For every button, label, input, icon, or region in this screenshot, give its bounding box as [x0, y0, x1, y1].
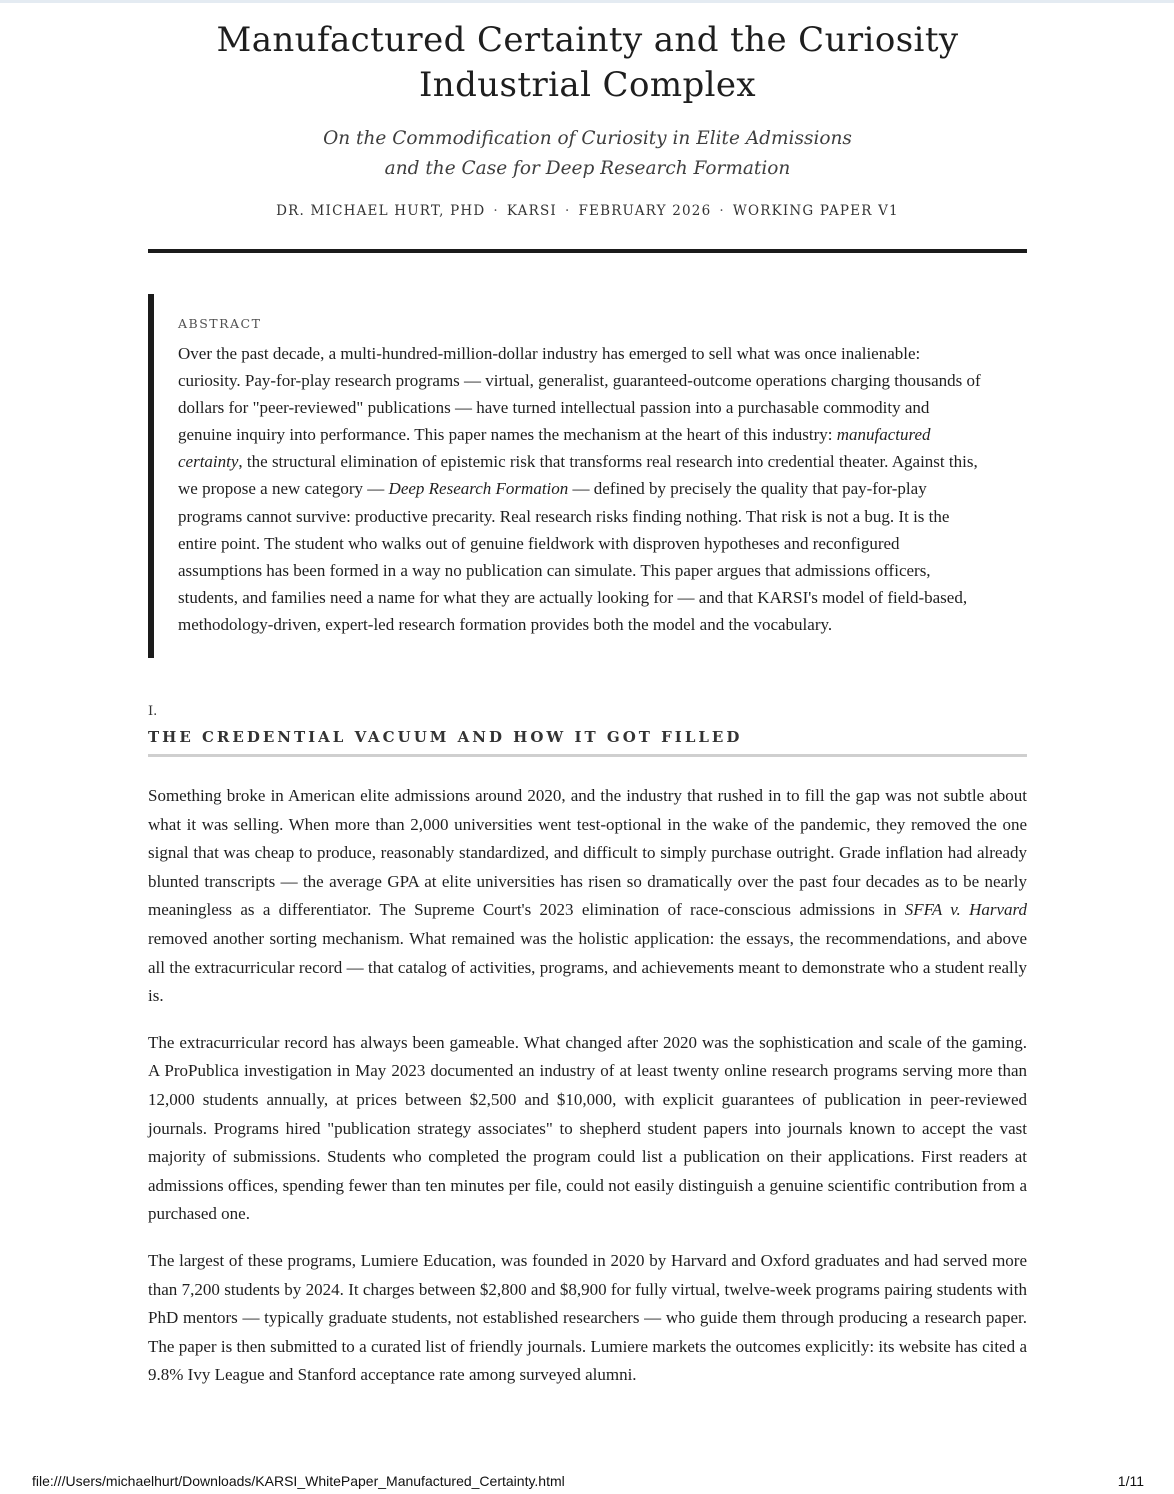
- body-paragraph: The largest of these programs, Lumiere Education, was founded in 2020 by Harvard and Oxford graduates and had served more than 7,200 students by 2024. It charges between $2,800 and $8,900 for fully virtual, twelve-week programs pairing students with PhD mentors — typically graduate students, not established researchers — who guide them through producing a research paper. The paper is then submitted to a curated list of friendly journals. Lumiere markets the outcomes explicitly: its website has cited a 9.8% Ivy League and Stanford acceptance rate among surveyed alumni.: [148, 1250, 1027, 1385]
- byline: [148, 203, 1027, 219]
- abstract-text-part: — defined by precisely the quality that pay-for-play programs cannot survive: productive precarity. Real research risks finding nothing. That risk is not a bug. It is the entire point. The student who walks out of genuine fieldwork with disproven hypotheses and reconfigured assumptions has been formed in a way no publication can simulate. This paper argues that admissions officers, students, and families need a name for what they are actually looking for — and that KARSI's model of field-based, methodology-driven, expert-led research formation provides both the model and the vocabulary.: [178, 479, 968, 634]
- subtitle-line-2: and the Case for Deep Research Formation: [384, 158, 791, 179]
- abstract-text-part: , the structural elimination of epistemic risk that transforms real research into credential theater. Against this, we propose a new category —: [178, 452, 978, 499]
- abstract-emphasis: manufactured certainty: [178, 425, 931, 472]
- section-divider: [148, 754, 1027, 757]
- document-title: Manufactured Certainty and the Curiosity Industrial Complex: [216, 20, 959, 105]
- body-paragraph: The extracurricular record has always been gameable. What changed after 2020 was the sophistication and scale of the gaming. A ProPublica investigation in May 2023 documented an industry of at least twenty online research programs serving more than 12,000 students annually, at prices between $2,500 and $10,000, with explicit guarantees of publication in peer-reviewed journals. Programs hired "publication strategy associates" to shepherd student papers into journals known to accept the vast majority of submissions. Students who completed the program could list a publication on their applications. First readers at admissions offices, spending fewer than ten minutes per file, could not easily distinguish a genuine scientific contribution from a purchased one.: [148, 1032, 1027, 1224]
- abstract-text: [178, 340, 987, 638]
- byline-version: WORKING PAPER V1: [732, 203, 899, 219]
- body-paragraph: [148, 782, 1027, 1011]
- header-divider: [148, 249, 1027, 253]
- abstract-label: ABSTRACT: [178, 316, 262, 331]
- abstract-emphasis: Deep Research Formation: [388, 479, 569, 499]
- byline-date: FEBRUARY 2026: [578, 203, 712, 219]
- section-title: THE CREDENTIAL VACUUM AND HOW IT GOT FILLED: [148, 728, 743, 747]
- abstract-block: [148, 294, 1027, 658]
- section-number: I.: [148, 704, 158, 720]
- document-page: [148, 0, 1027, 1390]
- byline-separator: ·: [719, 203, 725, 219]
- byline-separator: ·: [493, 203, 499, 219]
- case-name-emphasis: SFFA v. Harvard: [904, 900, 1027, 920]
- print-footer-url: file:///Users/michaelhurt/Downloads/KARSI_WhitePaper_Manufactured_Certainty.html: [32, 1473, 565, 1489]
- document-subtitle: [148, 124, 1027, 184]
- paragraph-text-part: Something broke in American elite admissions around 2020, and the industry that rushed in to fill the gap was not subtle about what it was selling. When more than 2,000 universities went test-optional in the wake of the pandemic, they removed the one signal that was cheap to produce, reasonably standardized, and difficult to simply purchase outright. Grade inflation had already blunted transcripts — the average GPA at elite universities has risen so dramatically over the past four decades as to be nearly meaningless as a differentiator. The Supreme Court's 2023 elimination of race-conscious admissions in: [148, 786, 1027, 920]
- paragraph-text-part: removed another sorting mechanism. What remained was the holistic application: the essays, the recommendations, and above all the extracurricular record — that catalog of activities, programs, and achievements meant to demonstrate who a student really is.: [148, 929, 1027, 1006]
- byline-org: KARSI: [506, 203, 557, 219]
- byline-separator: ·: [564, 203, 571, 219]
- subtitle-line-1: On the Commodification of Curiosity in Elite Admissions: [323, 128, 852, 149]
- print-footer-page-number: 1/11: [1117, 1473, 1144, 1489]
- byline-author: DR. MICHAEL HURT, PHD: [276, 203, 486, 219]
- abstract-text-part: Over the past decade, a multi-hundred-million-dollar industry has emerged to sell what was once inalienable: curiosity. Pay-for-play research programs — virtual, generalist, guaranteed-outcome operations charging thousands of dollars for "peer-reviewed" publications — have turned intellectual passion into a purchasable commodity and genuine inquiry into performance. This paper names the mechanism at the heart of this industry:: [178, 344, 981, 445]
